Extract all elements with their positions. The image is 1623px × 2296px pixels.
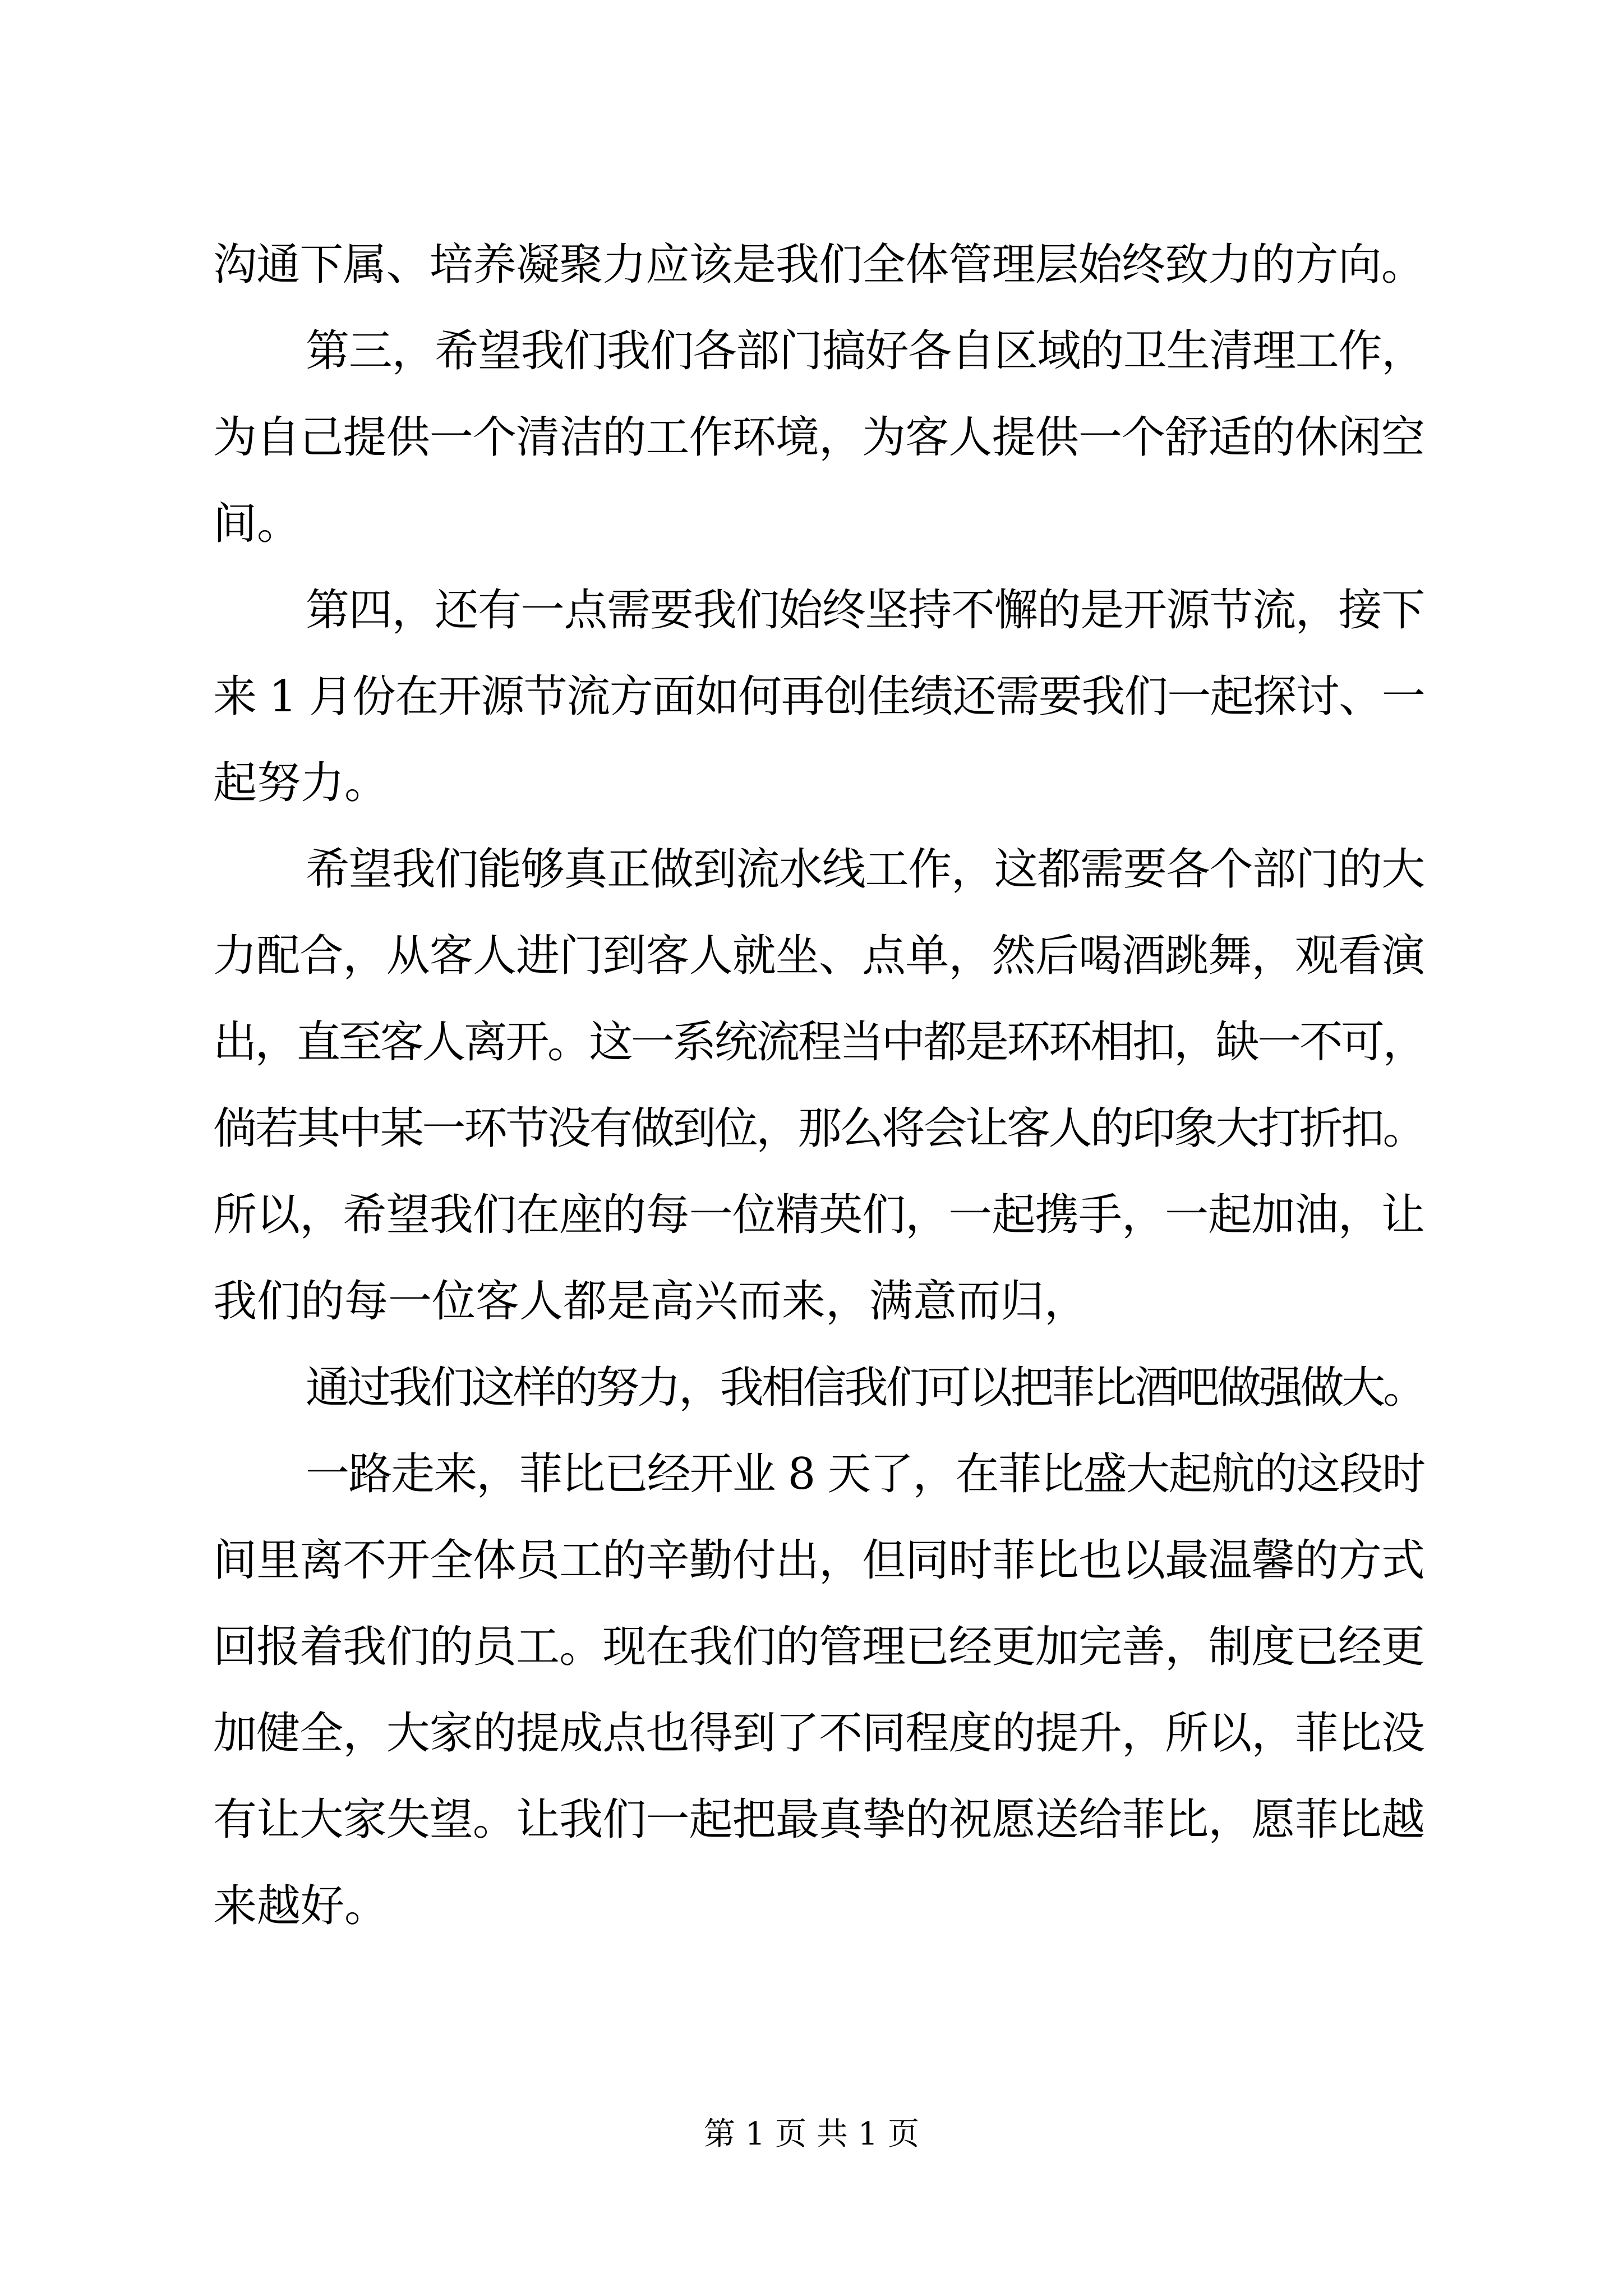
- text-line: 来 1 月份在开源节流方面如何再创佳绩还需要我们一起探讨、一: [213, 671, 1425, 722]
- page-footer: 第 1 页 共 1 页: [703, 2116, 920, 2152]
- text-line: 回报着我们的员工。现在我们的管理已经更加完善，制度已经更: [213, 1622, 1425, 1672]
- text-line: 为自己提供一个清洁的工作环境，为客人提供一个舒适的休闲空: [213, 412, 1425, 463]
- text-line: 有让大家失望。让我们一起把最真挚的祝愿送给菲比，愿菲比越: [213, 1795, 1425, 1845]
- text-line: 间里离不开全体员工的辛勤付出，但同时菲比也以最温馨的方式: [213, 1535, 1425, 1586]
- text-line: 起努力。: [213, 758, 389, 808]
- text-line: 沟通下属、培养凝聚力应该是我们全体管理层始终致力的方向。: [213, 240, 1425, 290]
- text-line: 第三，希望我们我们各部门搞好各自区域的卫生清理工作，: [306, 326, 1425, 376]
- text-line: 我们的每一位客人都是高兴而来，满意而归，: [213, 1276, 1089, 1327]
- text-line: 间。: [213, 499, 301, 549]
- text-line: 一路走来，菲比已经开业 8 天了，在菲比盛大起航的这段时: [306, 1449, 1425, 1499]
- text-line: 出，直至客人离开。这一系统流程当中都是环环相扣，缺一不可，: [213, 1017, 1425, 1068]
- text-line: 通过我们这样的努力，我相信我们可以把菲比酒吧做强做大。: [306, 1363, 1425, 1413]
- text-line: 倘若其中某一环节没有做到位，那么将会让客人的印象大打折扣。: [213, 1103, 1425, 1154]
- text-line: 希望我们能够真正做到流水线工作，这都需要各个部门的大: [306, 844, 1425, 895]
- text-line: 力配合，从客人进门到客人就坐、点单，然后喝酒跳舞，观看演: [213, 931, 1425, 981]
- text-line: 加健全，大家的提成点也得到了不同程度的提升，所以，菲比没: [213, 1708, 1425, 1759]
- text-line: 所以，希望我们在座的每一位精英们，一起携手，一起加油，让: [213, 1190, 1425, 1240]
- document-body: [213, 222, 1424, 1949]
- text-line: 第四，还有一点需要我们始终坚持不懈的是开源节流，接下: [306, 585, 1425, 636]
- text-line: 来越好。: [213, 1881, 389, 1931]
